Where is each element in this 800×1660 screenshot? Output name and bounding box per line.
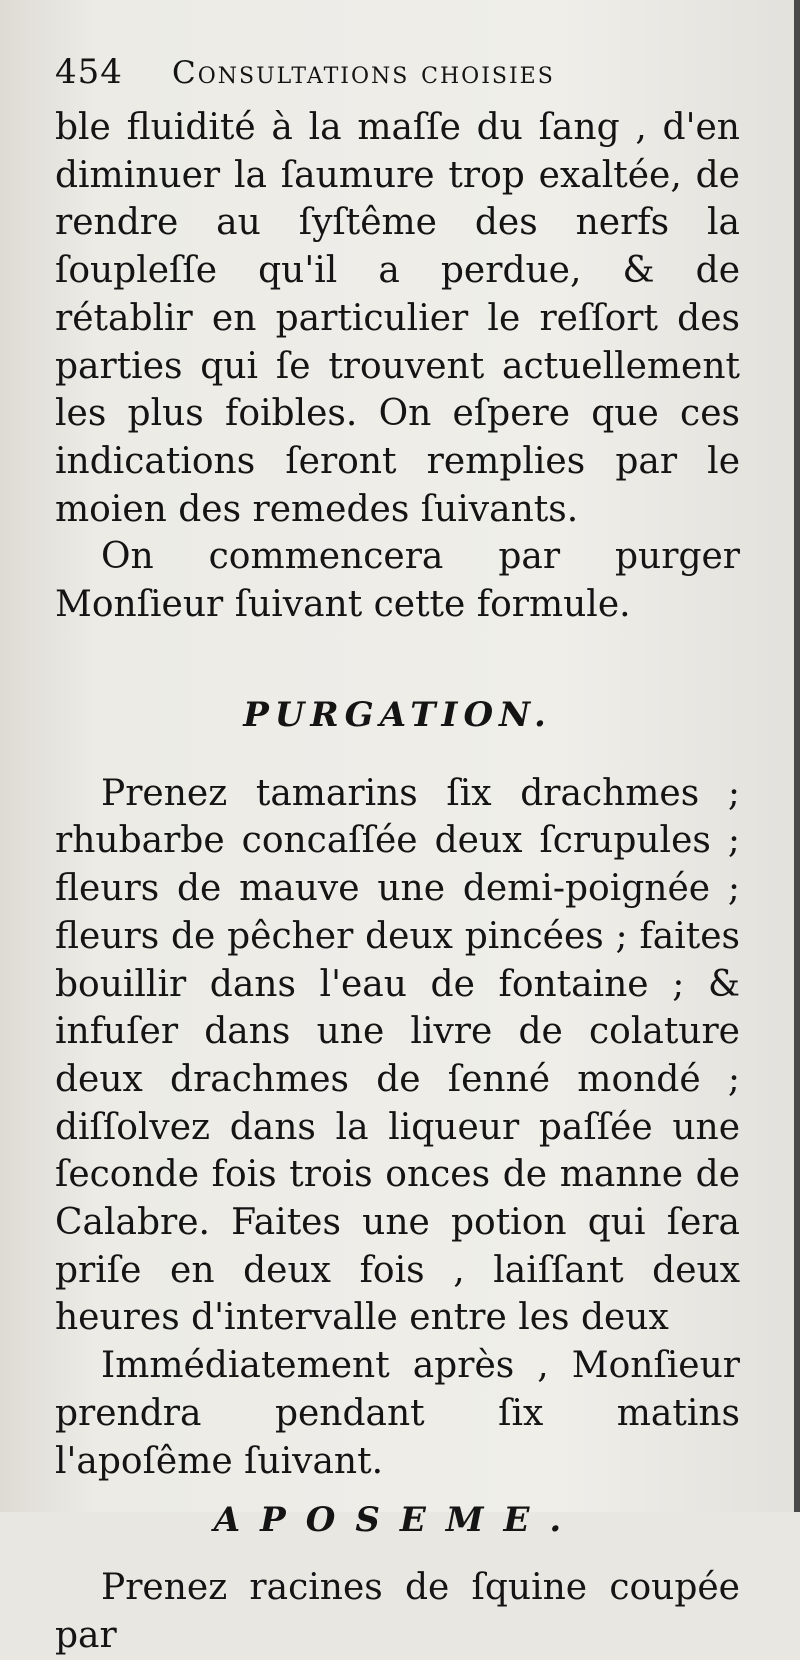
section-heading-aposeme: APOSEME. (213, 1500, 582, 1541)
section-heading-purgation: PURGATION. (243, 694, 552, 735)
paragraph-5: Prenez racines de ſquine coupée par (55, 1567, 740, 1656)
paragraph-2: On commencera par purger Monſieur ſuivant cette formule. (55, 536, 740, 626)
page-text (55, 104, 740, 1660)
paragraph-3: Prenez tamarins ſix drachmes ; rhubarbe concaſſée deux ſcrupules ; fleurs de mauve une demi-poignée ; fleurs de pêcher deux pincées ; faites bouillir dans l'eau de fontaine ; & infuſer dans une livre de colature deux drachmes de ſenné mondé ; diſſolvez dans la liqueur paſſée une ſeconde fois trois onces de manne de Calabre. Faites une potion qui ſera priſe en deux fois , laiſſant deux heures d'intervalle entre les deux (55, 772, 740, 1339)
page-edge-shadow (794, 0, 800, 1512)
page-number: 454 (55, 52, 123, 92)
page-header (55, 52, 755, 96)
running-title: Consultations choisies (172, 55, 555, 91)
paragraph-4: Immédiatement après , Monſieur prendra pendant ſix matins l'apoſême ſuivant. (55, 1345, 740, 1482)
paragraph-1: ble fluidité à la maſſe du ſang , d'en diminuer la ſaumure trop exaltée, de rendre au ſyſtême des nerfs la ſoupleſſe qu'il a perdue, & de rétablir en particulier le reſſort des parties qui ſe trouvent actuellement les plus foibles. On eſpere que ces indications ſeront remplies par le moien des remedes ſuivants. (55, 107, 740, 530)
